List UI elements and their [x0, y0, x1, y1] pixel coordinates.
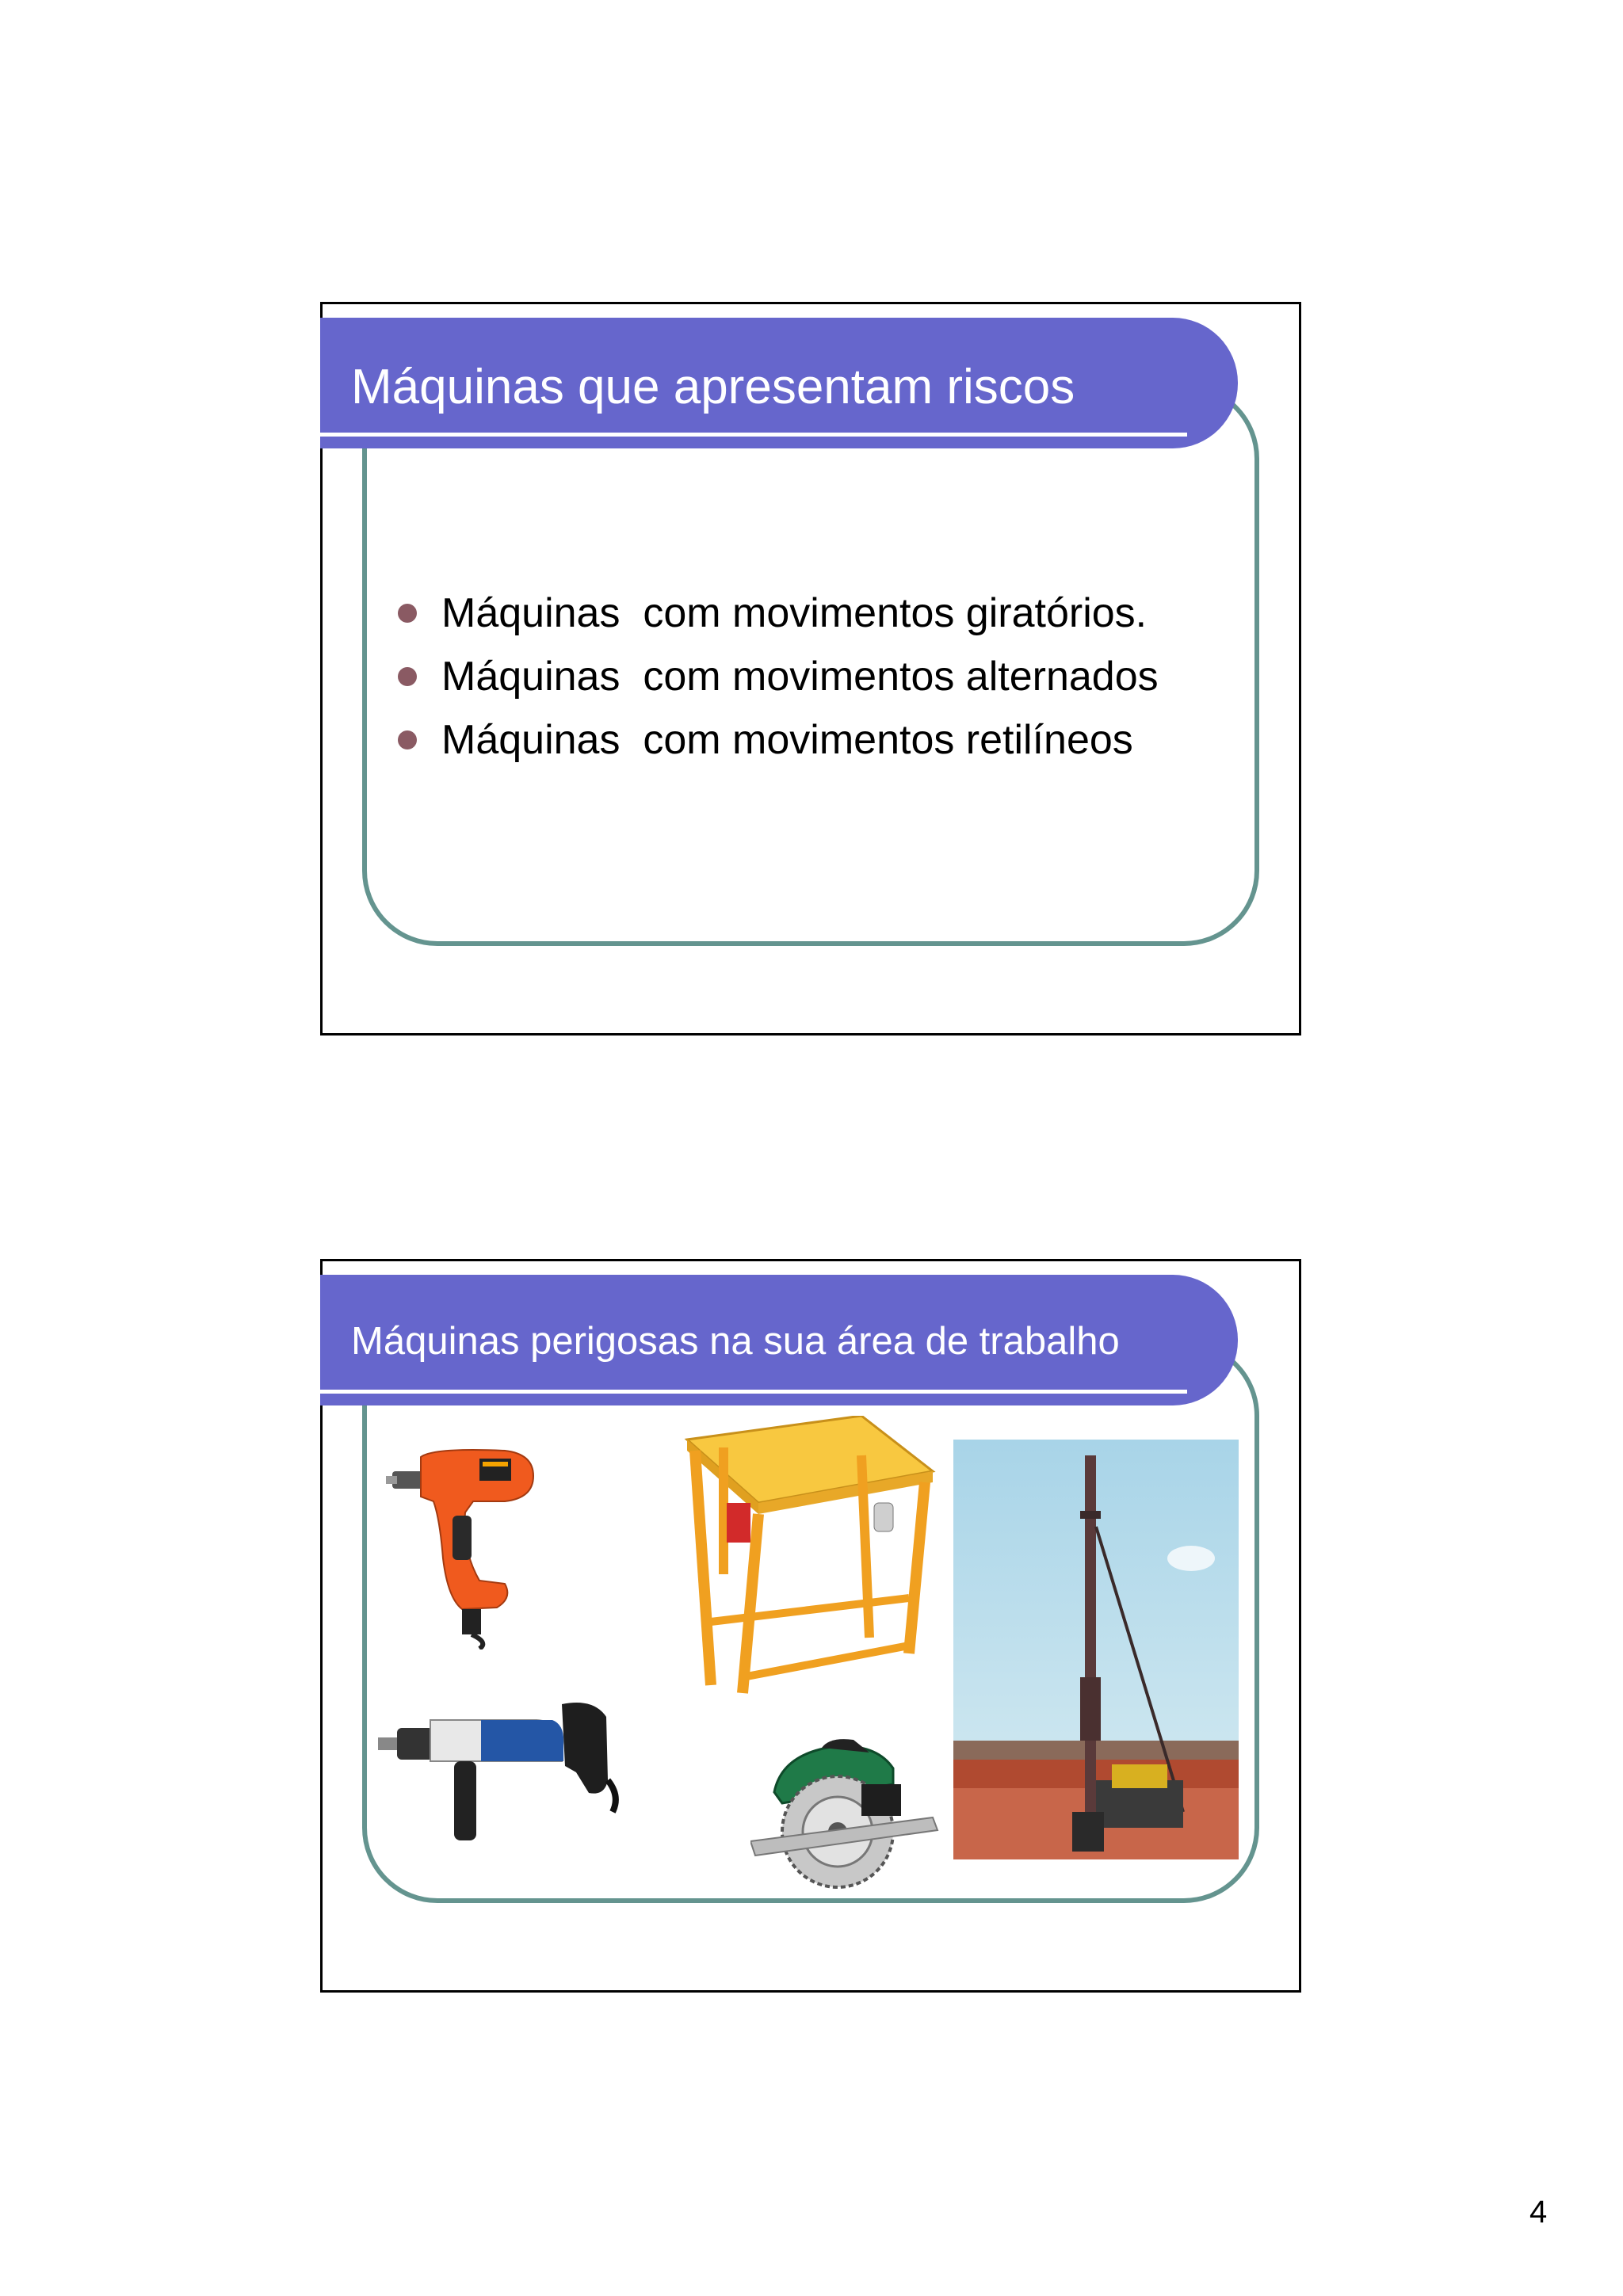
slide-title: Máquinas que apresentam riscos [351, 360, 1075, 414]
title-bar [320, 1275, 1238, 1405]
bullet-dot-icon [398, 730, 417, 749]
title-bar [320, 318, 1238, 448]
pile-driver-photo [953, 1440, 1239, 1859]
slide-1 [320, 302, 1301, 1035]
bullet-dot-icon [398, 667, 417, 686]
circular-saw-icon [750, 1737, 941, 1895]
bullet-item [398, 645, 1159, 708]
bullet-list [398, 582, 1159, 772]
drill-orange-icon [386, 1440, 592, 1650]
bullet-dot-icon [398, 604, 417, 623]
bullet-item [398, 582, 1159, 645]
title-underline [320, 1390, 1187, 1394]
page-number: 4 [1529, 2195, 1548, 2229]
table-saw-icon [671, 1416, 941, 1701]
bullet-text: Máquinas com movimentos giratórios. [441, 590, 1148, 636]
bullet-text: Máquinas com movimentos retilíneos [441, 717, 1133, 763]
hammer-drill-blue-icon [378, 1693, 624, 1852]
slide-title: Máquinas perigosas na sua área de trabalho [351, 1320, 1120, 1363]
bullet-text: Máquinas com movimentos alternados [441, 654, 1159, 700]
bullet-item [398, 708, 1159, 772]
title-underline [320, 433, 1187, 437]
slide-2 [320, 1259, 1301, 1993]
